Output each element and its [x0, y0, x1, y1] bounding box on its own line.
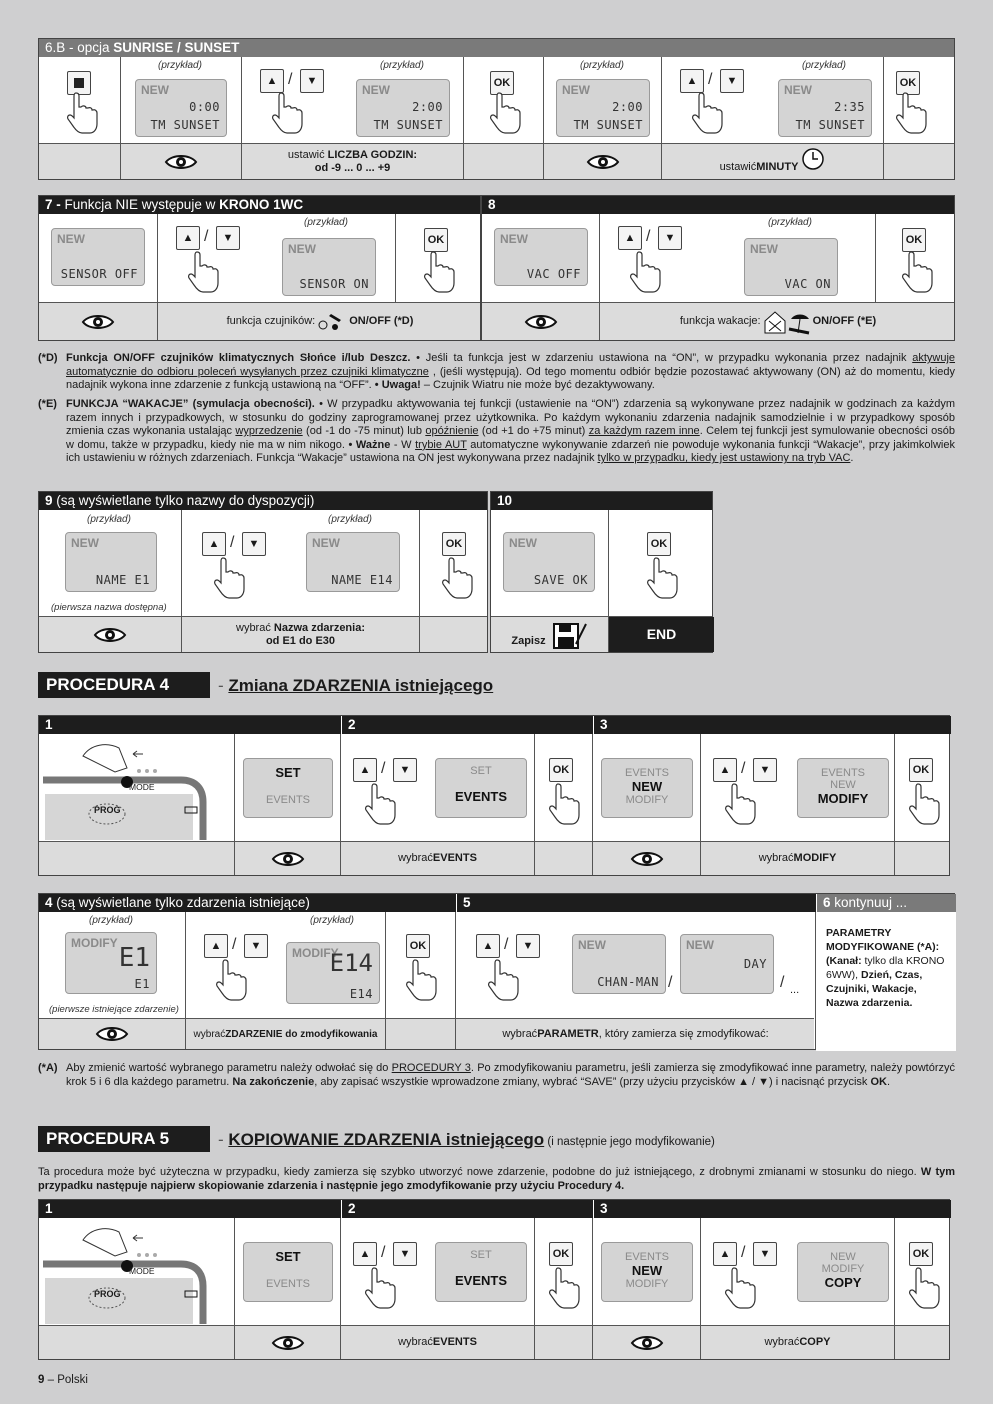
- lcd-text: VAC ON: [784, 277, 831, 291]
- instruction-event: wybrać ZDARZENIE do zmodyfikowania: [186, 1019, 386, 1049]
- lcd-value: 2:35: [834, 100, 865, 114]
- note-a: (*A) Aby zmienić wartość wybranego parametru należy odwołać się do PROCEDURY 3. Po zmodyfikowaniu parametru, jeśli zamierza się zmodyfikować inne parametry, należy powtórzyć krok 5 i 6 dla każdego parametru. Na zakończenie, aby zapisać wszystkie wprowadzone zmiany, wybrać “SAVE” (przy użyciu przycisków ▲ / ▼) i nacisnąć przycisk OK.: [38, 1062, 956, 1088]
- prog-label: PROG: [94, 1289, 121, 1299]
- instruction-parameter: wybrać PARAMETR , który zamierza się zmodyfikować:: [456, 1019, 816, 1049]
- lcd-display: [65, 532, 157, 592]
- slash-separator: /: [381, 760, 386, 777]
- eye-icon: [93, 625, 127, 645]
- menu-display: [797, 758, 889, 818]
- table-6b: [38, 38, 955, 180]
- lcd-new-label: NEW: [750, 242, 778, 256]
- slash-separator: /: [232, 936, 237, 953]
- p5-table-steps-1-3: [38, 1199, 950, 1360]
- step-cell: [235, 1218, 341, 1326]
- lcd-new-label: NEW: [312, 536, 340, 550]
- vacation-icon: [763, 309, 811, 335]
- menu-new: NEW: [631, 1263, 663, 1278]
- step-cell: [895, 734, 951, 842]
- lcd-value: 2:00: [612, 100, 643, 114]
- example-caption: (przykład): [304, 217, 348, 228]
- down-button: ▼: [300, 69, 324, 93]
- lcd-text: SENSOR OFF: [60, 267, 138, 281]
- lcd-event-small: E1: [134, 977, 150, 991]
- example-caption: (przykład): [87, 514, 131, 525]
- p5-step2-header: 2: [341, 1200, 593, 1218]
- slash-separator: /: [204, 228, 209, 245]
- lcd-display: [494, 228, 588, 286]
- lcd-display: [356, 79, 450, 137]
- up-button: ▲: [353, 758, 377, 782]
- step-cell: [242, 57, 464, 145]
- step-cell: [386, 912, 456, 1020]
- lcd-display: [572, 934, 666, 994]
- hand-icon: [270, 91, 304, 135]
- lcd-text: SAVE OK: [533, 573, 588, 587]
- step-cell: [701, 734, 895, 842]
- up-button: ▲: [680, 69, 704, 93]
- hand-icon: [900, 250, 934, 294]
- example-caption: (przykład): [328, 514, 372, 525]
- instruction-row: [39, 1018, 814, 1049]
- step-cell: [482, 214, 600, 304]
- step-cell: [593, 734, 701, 842]
- down-button: ▼: [393, 758, 417, 782]
- table-9: [38, 491, 488, 653]
- note-label: (*D): [38, 352, 58, 364]
- instruction-minutes: ustawić MINUTY: [662, 144, 884, 179]
- lcd-display: [51, 228, 145, 286]
- instruction-row: [39, 1325, 949, 1359]
- section-9-header: 9 (są wyświetlane tylko nazwy do dyspozycji): [39, 492, 487, 510]
- lcd-new-label: NEW: [562, 83, 590, 97]
- lcd-text: NAME E14: [331, 573, 393, 587]
- example-caption: (przykład): [89, 915, 133, 926]
- up-button: ▲: [204, 934, 228, 958]
- hand-icon: [907, 1266, 941, 1310]
- p4-step1-header: 1: [39, 716, 341, 734]
- hand-icon: [690, 91, 724, 135]
- eye-icon: [630, 1333, 664, 1353]
- step-cell: [186, 912, 386, 1020]
- slash-separator: /: [504, 936, 509, 953]
- p4-step5-header: 5: [456, 894, 816, 912]
- hand-icon: [547, 1266, 581, 1310]
- hand-icon: [404, 958, 438, 1002]
- prog-label: PROG: [94, 805, 121, 815]
- menu-events: EVENTS: [265, 794, 310, 806]
- eye-icon: [95, 1024, 129, 1044]
- menu-events: EVENTS: [454, 789, 507, 804]
- note-d: (*D) Funkcja ON/OFF czujników klimatycznych Słońce i/lub Deszcz. • Jeśli ta funkcja jest w zdarzeniu ustawiona na “ON”, w przypadku wykonania przez nadajnik aktywuje automatycznie do odbioru poleceń wysyłanych przez czujniki klimatyczne , (jeśli występują). Od tego momentu odbiór będzie pozostawać aktywowany (ON) aż do momentu, kiedy nadajnik wykona inne zdarzenie z funkcją ustawioną na “OFF”. • Uwaga! – Czujnik Wiatru nie może być dezaktywowany.: [38, 352, 956, 392]
- slash-separator: /: [780, 974, 785, 991]
- ok-button: OK: [909, 1242, 933, 1266]
- example-caption: (przykład): [310, 915, 354, 926]
- lcd-event-big: E14: [329, 949, 373, 977]
- procedure-4-label: PROCEDURA 4: [38, 672, 210, 698]
- lcd-new-label: NEW: [509, 536, 537, 550]
- lcd-new-label: NEW: [288, 242, 316, 256]
- device-cell: [39, 1218, 235, 1326]
- menu-set: SET: [275, 1249, 301, 1264]
- instruction-row: [39, 302, 480, 340]
- page-footer: 9 – Polski: [38, 1374, 88, 1386]
- menu-display: [601, 1242, 693, 1302]
- p4-step4-header: 4 (są wyświetlane tylko zdarzenia istniejące): [39, 894, 456, 912]
- mode-label: MODE: [129, 1266, 155, 1276]
- caption-first-event: (pierwsze istniejące zdarzenie): [49, 1004, 179, 1015]
- lcd-new-label: NEW: [71, 536, 99, 550]
- hand-icon: [186, 250, 220, 294]
- save-cell: Zapisz: [491, 617, 609, 652]
- hand-icon: [486, 958, 520, 1002]
- hand-icon: [907, 782, 941, 826]
- table-8: [481, 195, 955, 341]
- hand-icon: [212, 556, 246, 600]
- ellipsis: ...: [790, 984, 800, 996]
- hand-icon: [214, 958, 248, 1002]
- table-7: [38, 195, 481, 341]
- lcd-new-label: NEW: [500, 232, 528, 246]
- menu-modify: MODIFY: [817, 791, 869, 806]
- save-disk-icon: [552, 620, 588, 650]
- slash-separator: /: [381, 1244, 386, 1261]
- hand-icon: [645, 556, 679, 600]
- example-caption: (przykład): [158, 60, 202, 71]
- ok-button: OK: [424, 228, 448, 252]
- eye-icon: [586, 152, 620, 172]
- clock-icon: [801, 147, 825, 171]
- instruction-row: [491, 616, 712, 652]
- lcd-display: [556, 79, 650, 137]
- slash-separator: /: [741, 760, 746, 777]
- step-cell: [884, 57, 956, 145]
- down-button: ▼: [720, 69, 744, 93]
- instruction-hours: ustawić LICZBA GODZIN: od -9 ... 0 ... +9: [242, 144, 464, 179]
- instruction-events: wybrać EVENTS: [341, 1326, 535, 1359]
- menu-events: EVENTS: [820, 767, 865, 779]
- p4-step6-header: 6 kontynuuj ...: [816, 894, 956, 912]
- menu-events: EVENTS: [454, 1273, 507, 1288]
- instruction-events: wybrać EVENTS: [341, 842, 535, 875]
- menu-display: [601, 758, 693, 818]
- slash-separator: /: [741, 1244, 746, 1261]
- step-cell: [39, 510, 182, 618]
- down-button: ▼: [244, 934, 268, 958]
- eye-icon: [630, 849, 664, 869]
- lcd-new-label: NEW: [578, 938, 606, 952]
- step-cell: [158, 214, 396, 304]
- table-10: [490, 491, 713, 653]
- lcd-text: TM SUNSET: [573, 118, 643, 132]
- step-cell: [39, 912, 186, 1020]
- menu-events: EVENTS: [624, 767, 669, 779]
- instruction-sensors: funkcja czujników: ON/OFF (*D): [158, 303, 482, 340]
- example-caption: (przykład): [580, 60, 624, 71]
- params-list: PARAMETRY MODYFIKOWANE (*A): (Kanał: tylko dla KRONO 6WW), Dzień, Czas, Czujniki, Wakacje, Nazwa zdarzenia.: [816, 912, 956, 1051]
- ok-button: OK: [902, 228, 926, 252]
- down-button: ▼: [216, 226, 240, 250]
- menu-copy: COPY: [824, 1275, 862, 1290]
- note-label: (*E): [38, 398, 57, 410]
- menu-display: [435, 1242, 527, 1302]
- step-cell: [464, 57, 544, 145]
- menu-modify: MODIFY: [625, 1278, 669, 1290]
- menu-events: EVENTS: [624, 1251, 669, 1263]
- section-6b-header: 6.B - opcja SUNRISE / SUNSET: [39, 39, 954, 57]
- lcd-event-small: E14: [349, 987, 373, 1001]
- down-button: ▼: [753, 1242, 777, 1266]
- eye-icon: [271, 849, 305, 869]
- lcd-value: 2:00: [412, 100, 443, 114]
- ok-button: OK: [549, 1242, 573, 1266]
- menu-set: SET: [470, 1249, 492, 1261]
- eye-icon: [524, 312, 558, 332]
- lcd-event-big: E1: [118, 943, 150, 973]
- step-cell: [182, 510, 420, 618]
- lcd-modify-label: MODIFY: [292, 946, 339, 960]
- mode-label: MODE: [129, 782, 155, 792]
- hand-icon: [65, 91, 99, 135]
- note-label: (*A): [38, 1062, 58, 1074]
- lcd-new-label: NEW: [141, 83, 169, 97]
- example-caption: (przykład): [802, 60, 846, 71]
- lcd-text: TM SUNSET: [150, 118, 220, 132]
- menu-events: EVENTS: [265, 1278, 310, 1290]
- device-cell: [39, 734, 235, 842]
- p5-step1-header: 1: [39, 1200, 341, 1218]
- step-cell: [701, 1218, 895, 1326]
- menu-set: SET: [275, 765, 301, 780]
- eye-icon: [164, 152, 198, 172]
- p4-step2-header: 2: [341, 716, 593, 734]
- step-cell: [662, 57, 884, 145]
- slash-separator: /: [288, 71, 293, 88]
- up-button: ▲: [202, 532, 226, 556]
- step-cell: [600, 214, 876, 304]
- step-cell: [121, 57, 242, 145]
- down-button: ▼: [658, 226, 682, 250]
- up-button: ▲: [618, 226, 642, 250]
- instruction-row: [39, 143, 954, 179]
- up-button: ▲: [713, 758, 737, 782]
- step-cell: [39, 214, 158, 304]
- lcd-new-label: NEW: [362, 83, 390, 97]
- lcd-display: [744, 238, 838, 296]
- lcd-display: [680, 934, 774, 994]
- step-cell: [396, 214, 482, 304]
- step-cell: [491, 510, 609, 618]
- step-cell: [609, 510, 714, 618]
- hand-icon: [894, 91, 928, 135]
- lcd-text: NAME E1: [95, 573, 150, 587]
- down-button: ▼: [242, 532, 266, 556]
- menu-new: NEW: [830, 779, 856, 791]
- lcd-text: CHAN-MAN: [597, 975, 659, 989]
- procedure-5-intro: Ta procedura może być użyteczna w przypadku, kiedy zamierza się szybko utworzyć nowe zdarzenie, podobne do już istniejącego, z drobnymi zmianami w stosunku do niego. W tym przypadku następuje najpierw skopiowanie zdarzenia i następnie jego zmodyfikowanie przy użyciu Procedury 4.: [38, 1166, 956, 1192]
- hand-icon: [547, 782, 581, 826]
- hand-icon: [422, 250, 456, 294]
- up-button: ▲: [353, 1242, 377, 1266]
- lcd-new-label: NEW: [57, 232, 85, 246]
- menu-display: [435, 758, 527, 818]
- step-cell: [420, 510, 489, 618]
- slash-separator: /: [668, 974, 673, 991]
- lcd-text: SENSOR ON: [299, 277, 369, 291]
- step-cell: [456, 912, 816, 1020]
- example-caption: (przykład): [380, 60, 424, 71]
- lcd-value: 0:00: [189, 100, 220, 114]
- eye-icon: [81, 312, 115, 332]
- step-cell: [876, 214, 956, 304]
- lcd-display: [503, 532, 595, 592]
- section-8-header: 8: [482, 196, 954, 214]
- slash-separator: /: [230, 534, 235, 551]
- p4-table-steps-4-6: [38, 893, 955, 1050]
- end-label: END: [609, 617, 714, 652]
- lcd-text: TM SUNSET: [373, 118, 443, 132]
- step-cell: [235, 734, 341, 842]
- instruction-modify: wybrać MODIFY: [701, 842, 895, 875]
- lcd-display: [286, 942, 380, 1004]
- up-button: ▲: [260, 69, 284, 93]
- hand-icon: [363, 1266, 397, 1310]
- down-button: ▼: [393, 1242, 417, 1266]
- step-cell: [895, 1218, 951, 1326]
- menu-set: SET: [470, 765, 492, 777]
- hand-icon: [723, 782, 757, 826]
- ok-button: OK: [490, 71, 514, 95]
- hand-icon: [628, 250, 662, 294]
- instruction-row: [482, 302, 954, 340]
- up-button: ▲: [713, 1242, 737, 1266]
- step-cell: [535, 734, 593, 842]
- caption-first-name: (pierwsza nazwa dostępna): [51, 602, 167, 613]
- lcd-display: [65, 932, 157, 994]
- note-e: (*E) FUNKCJA “WAKACJE” (symulacja obecności). • W przypadku aktywowania tej funkcji (ustawienie na “ON”) zdarzenia są wykonywane przez nadajnik w godzinach za każdym razem innych i przypadkowych, w stosunku do godziny zaprogramowanej przez użytkownika. Po każdym wykonaniu zdarzenia nadajnik samodzielnie i w przypadkowy sposób zmienia czas wykonania ustalając wyprzedzenie (od -1 do -75 minut) lub opóźnienie (od +1 do +75 minut) za każdym razem inne. Celem tej funkcji jest symulowanie obecności osób w domu, także w przypadku, kiedy nie ma w nim nikogo. • Ważne - W trybie AUT automatyczne wykonywanie zdarzeń nie powoduje wykonania funkcji “Wakacje”, przy jakimkolwiek ich ustawieniu w różnych zdarzeniach. Funkcja “Wakacje” ustawiona na ON jest wykonywana przez nadajnik tylko w przypadku, kiedy jest ustawiony na tryb VAC.: [38, 398, 956, 465]
- step-cell: [39, 57, 121, 145]
- section-10-header: 10: [491, 492, 712, 510]
- instruction-copy: wybrać COPY: [701, 1326, 895, 1359]
- menu-modify: MODIFY: [625, 794, 669, 806]
- ok-button: OK: [647, 532, 671, 556]
- hand-icon: [440, 556, 474, 600]
- menu-display: [243, 1242, 333, 1302]
- slash-separator: /: [646, 228, 651, 245]
- step-cell: [341, 1218, 535, 1326]
- ok-button: OK: [549, 758, 573, 782]
- eye-icon: [271, 1333, 305, 1353]
- p4-table-steps-1-3: [38, 715, 950, 876]
- menu-new: NEW: [631, 779, 663, 794]
- instruction-row: [39, 841, 949, 875]
- section-7-header: 7 - Funkcja NIE występuje w KRONO 1WC: [39, 196, 480, 214]
- menu-modify: MODIFY: [821, 1263, 865, 1275]
- lcd-value: DAY: [743, 957, 767, 971]
- p5-step3-header: 3: [593, 1200, 951, 1218]
- procedure-5-title: - KOPIOWANIE ZDARZENIA istniejącego (i następnie jego modyfikowanie): [218, 1130, 715, 1149]
- procedure-4-title: - Zmiana ZDARZENIA istniejącego: [218, 676, 494, 695]
- lcd-text: VAC OFF: [526, 267, 581, 281]
- ok-button: OK: [909, 758, 933, 782]
- down-button: ▼: [516, 934, 540, 958]
- instruction-row: [39, 616, 487, 652]
- up-button: ▲: [176, 226, 200, 250]
- lcd-display: [135, 79, 227, 137]
- ok-button: OK: [406, 934, 430, 958]
- up-button: ▲: [476, 934, 500, 958]
- ok-button: OK: [896, 71, 920, 95]
- procedure-5-label: PROCEDURA 5: [38, 1126, 210, 1152]
- menu-display: [797, 1242, 889, 1302]
- lcd-display: [306, 532, 400, 592]
- lcd-new-label: NEW: [784, 83, 812, 97]
- hand-icon: [363, 782, 397, 826]
- step-cell: [593, 1218, 701, 1326]
- step-cell: [341, 734, 535, 842]
- lcd-text: TM SUNSET: [795, 118, 865, 132]
- instruction-vacation: funkcja wakacje: ON/OFF (*E): [600, 303, 956, 340]
- step-cell: [544, 57, 662, 145]
- down-button: ▼: [753, 758, 777, 782]
- hand-icon: [723, 1266, 757, 1310]
- menu-display: [243, 758, 333, 818]
- hand-icon: [488, 91, 522, 135]
- instruction-name: wybrać Nazwa zdarzenia: od E1 do E30: [182, 617, 420, 652]
- slash-separator: /: [708, 71, 713, 88]
- menu-new: NEW: [830, 1251, 856, 1263]
- ok-button: OK: [442, 532, 466, 556]
- sensor-icon: [317, 310, 347, 334]
- example-caption: (przykład): [768, 217, 812, 228]
- step-cell: [535, 1218, 593, 1326]
- lcd-display: [778, 79, 872, 137]
- lcd-modify-label: MODIFY: [71, 936, 118, 950]
- lcd-new-label: NEW: [686, 938, 714, 952]
- p4-step3-header: 3: [593, 716, 951, 734]
- lcd-display: [282, 238, 376, 296]
